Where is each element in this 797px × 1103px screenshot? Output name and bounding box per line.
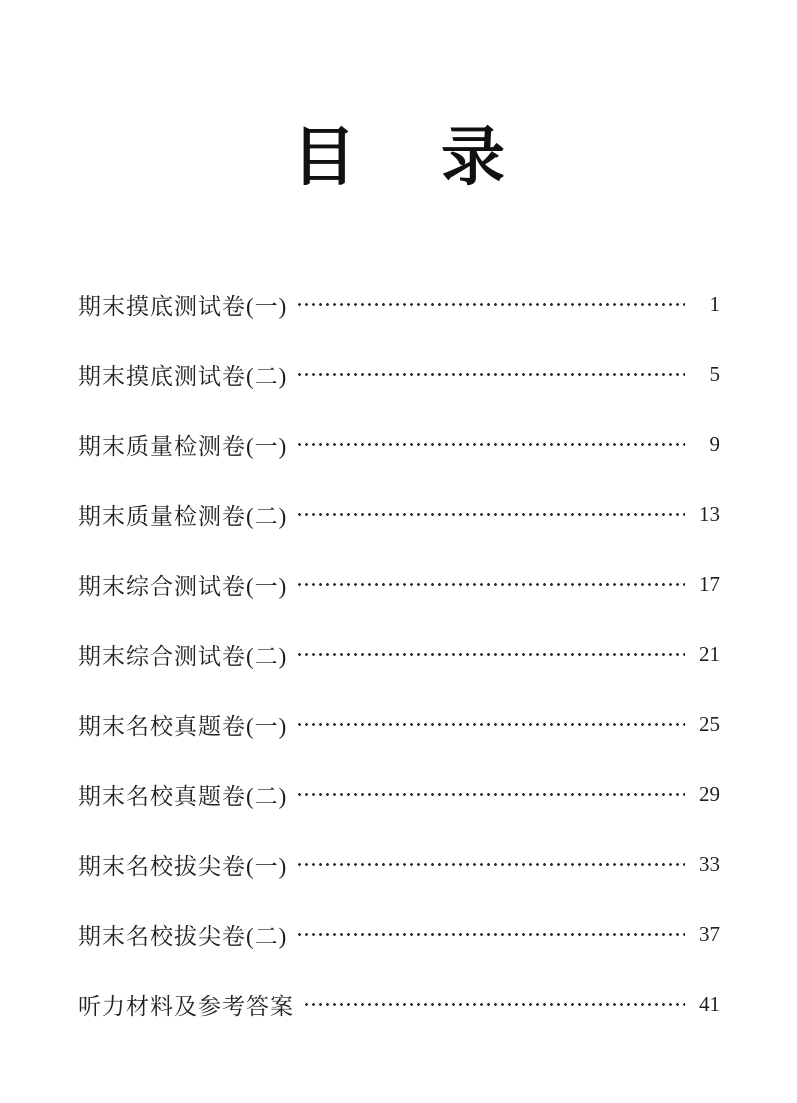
toc-entry-label: 期末摸底测试卷(二) bbox=[78, 363, 288, 389]
toc-entry-page: 9 bbox=[709, 431, 720, 456]
toc-entry-label: 期末名校真题卷(二) bbox=[78, 783, 288, 809]
toc-entry bbox=[78, 689, 720, 759]
toc-entry bbox=[78, 339, 720, 409]
toc-entry bbox=[78, 409, 720, 479]
dot-leader bbox=[296, 269, 685, 339]
toc-entry-label: 期末名校真题卷(一) bbox=[78, 713, 288, 739]
toc-entry bbox=[78, 619, 720, 689]
toc-entry-label: 听力材料及参考答案 bbox=[78, 993, 294, 1019]
toc-entry-label: 期末摸底测试卷(一) bbox=[78, 293, 288, 319]
toc-entry-page: 29 bbox=[699, 781, 720, 806]
toc-entry bbox=[78, 549, 720, 619]
dot-leader bbox=[296, 759, 685, 829]
toc-list bbox=[78, 269, 720, 1039]
toc-entry-label: 期末名校拔尖卷(二) bbox=[78, 923, 288, 949]
toc-entry-page: 13 bbox=[699, 501, 720, 526]
toc-entry-label: 期末名校拔尖卷(一) bbox=[78, 853, 288, 879]
dot-leader bbox=[296, 339, 685, 409]
dot-leader bbox=[296, 549, 685, 619]
toc-entry-page: 33 bbox=[699, 851, 720, 876]
toc-entry bbox=[78, 899, 720, 969]
dot-leader bbox=[296, 899, 685, 969]
toc-entry bbox=[78, 759, 720, 829]
toc-entry-page: 1 bbox=[709, 291, 720, 316]
dot-leader bbox=[296, 829, 685, 899]
page-title-char-1: 目 bbox=[292, 122, 356, 193]
toc-entry-page: 41 bbox=[699, 991, 720, 1016]
dot-leader bbox=[303, 969, 685, 1039]
toc-entry-page: 17 bbox=[699, 571, 720, 596]
dot-leader bbox=[296, 619, 685, 689]
dot-leader bbox=[296, 409, 685, 479]
toc-entry bbox=[78, 969, 720, 1039]
toc-entry-label: 期末综合测试卷(二) bbox=[78, 643, 288, 669]
toc-entry-page: 5 bbox=[709, 361, 720, 386]
dot-leader bbox=[296, 689, 685, 759]
dot-leader bbox=[296, 479, 685, 549]
toc-entry-label: 期末综合测试卷(一) bbox=[78, 573, 288, 599]
toc-entry-page: 21 bbox=[699, 641, 720, 666]
toc-entry-label: 期末质量检测卷(一) bbox=[78, 433, 288, 459]
toc-entry bbox=[78, 269, 720, 339]
toc-entry bbox=[78, 829, 720, 899]
toc-entry-page: 25 bbox=[699, 711, 720, 736]
page-title-char-2: 录 bbox=[441, 122, 505, 193]
toc-entry-label: 期末质量检测卷(二) bbox=[78, 503, 288, 529]
page-title bbox=[0, 122, 797, 194]
toc-entry bbox=[78, 479, 720, 549]
toc-entry-page: 37 bbox=[699, 921, 720, 946]
